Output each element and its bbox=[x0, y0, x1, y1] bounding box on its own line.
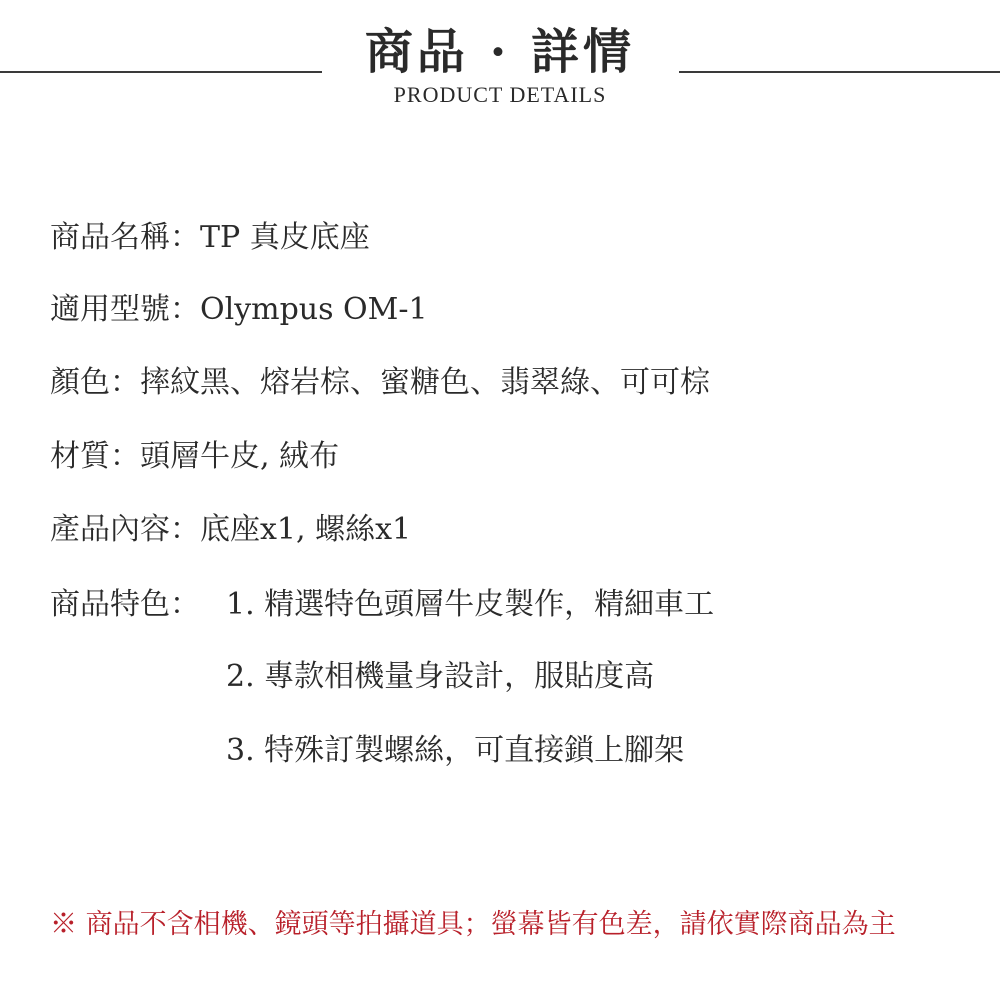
spec-label: 商品名稱： bbox=[50, 220, 200, 255]
section-header bbox=[0, 22, 1000, 122]
feature-item: 1. 精選特色頭層牛皮製作，精細車工 bbox=[226, 587, 715, 622]
spec-row-compatible-model bbox=[50, 290, 428, 330]
spec-value: TP 真皮底座 bbox=[200, 220, 370, 255]
spec-value: 底座x1, 螺絲x1 bbox=[200, 512, 412, 547]
spec-row-material bbox=[50, 437, 339, 477]
spec-value: 摔紋黑、熔岩棕、蜜糖色、翡翠綠、可可棕 bbox=[140, 365, 710, 400]
feature-item: 2. 專款相機量身設計，服貼度高 bbox=[226, 659, 655, 694]
section-subtitle: PRODUCT DETAILS bbox=[393, 82, 607, 107]
spec-label: 顏色： bbox=[50, 365, 140, 400]
disclaimer-note: ※ 商品不含相機、鏡頭等拍攝道具；螢幕皆有色差，請依實際商品為主 bbox=[50, 909, 896, 940]
spec-row-package-contents bbox=[50, 510, 411, 550]
spec-row-colors bbox=[50, 363, 710, 403]
spec-label: 材質： bbox=[50, 439, 140, 474]
spec-value: 頭層牛皮, 絨布 bbox=[140, 439, 340, 474]
feature-item: 3. 特殊訂製螺絲，可直接鎖上腳架 bbox=[226, 733, 685, 768]
spec-label: 商品特色： bbox=[50, 587, 200, 622]
section-title: 商品 · 詳情 bbox=[364, 24, 636, 80]
spec-label: 產品內容： bbox=[50, 512, 200, 547]
features-label bbox=[50, 585, 200, 625]
spec-value: Olympus OM-1 bbox=[200, 292, 428, 327]
spec-label: 適用型號： bbox=[50, 292, 200, 327]
spec-row-product-name bbox=[50, 218, 370, 258]
